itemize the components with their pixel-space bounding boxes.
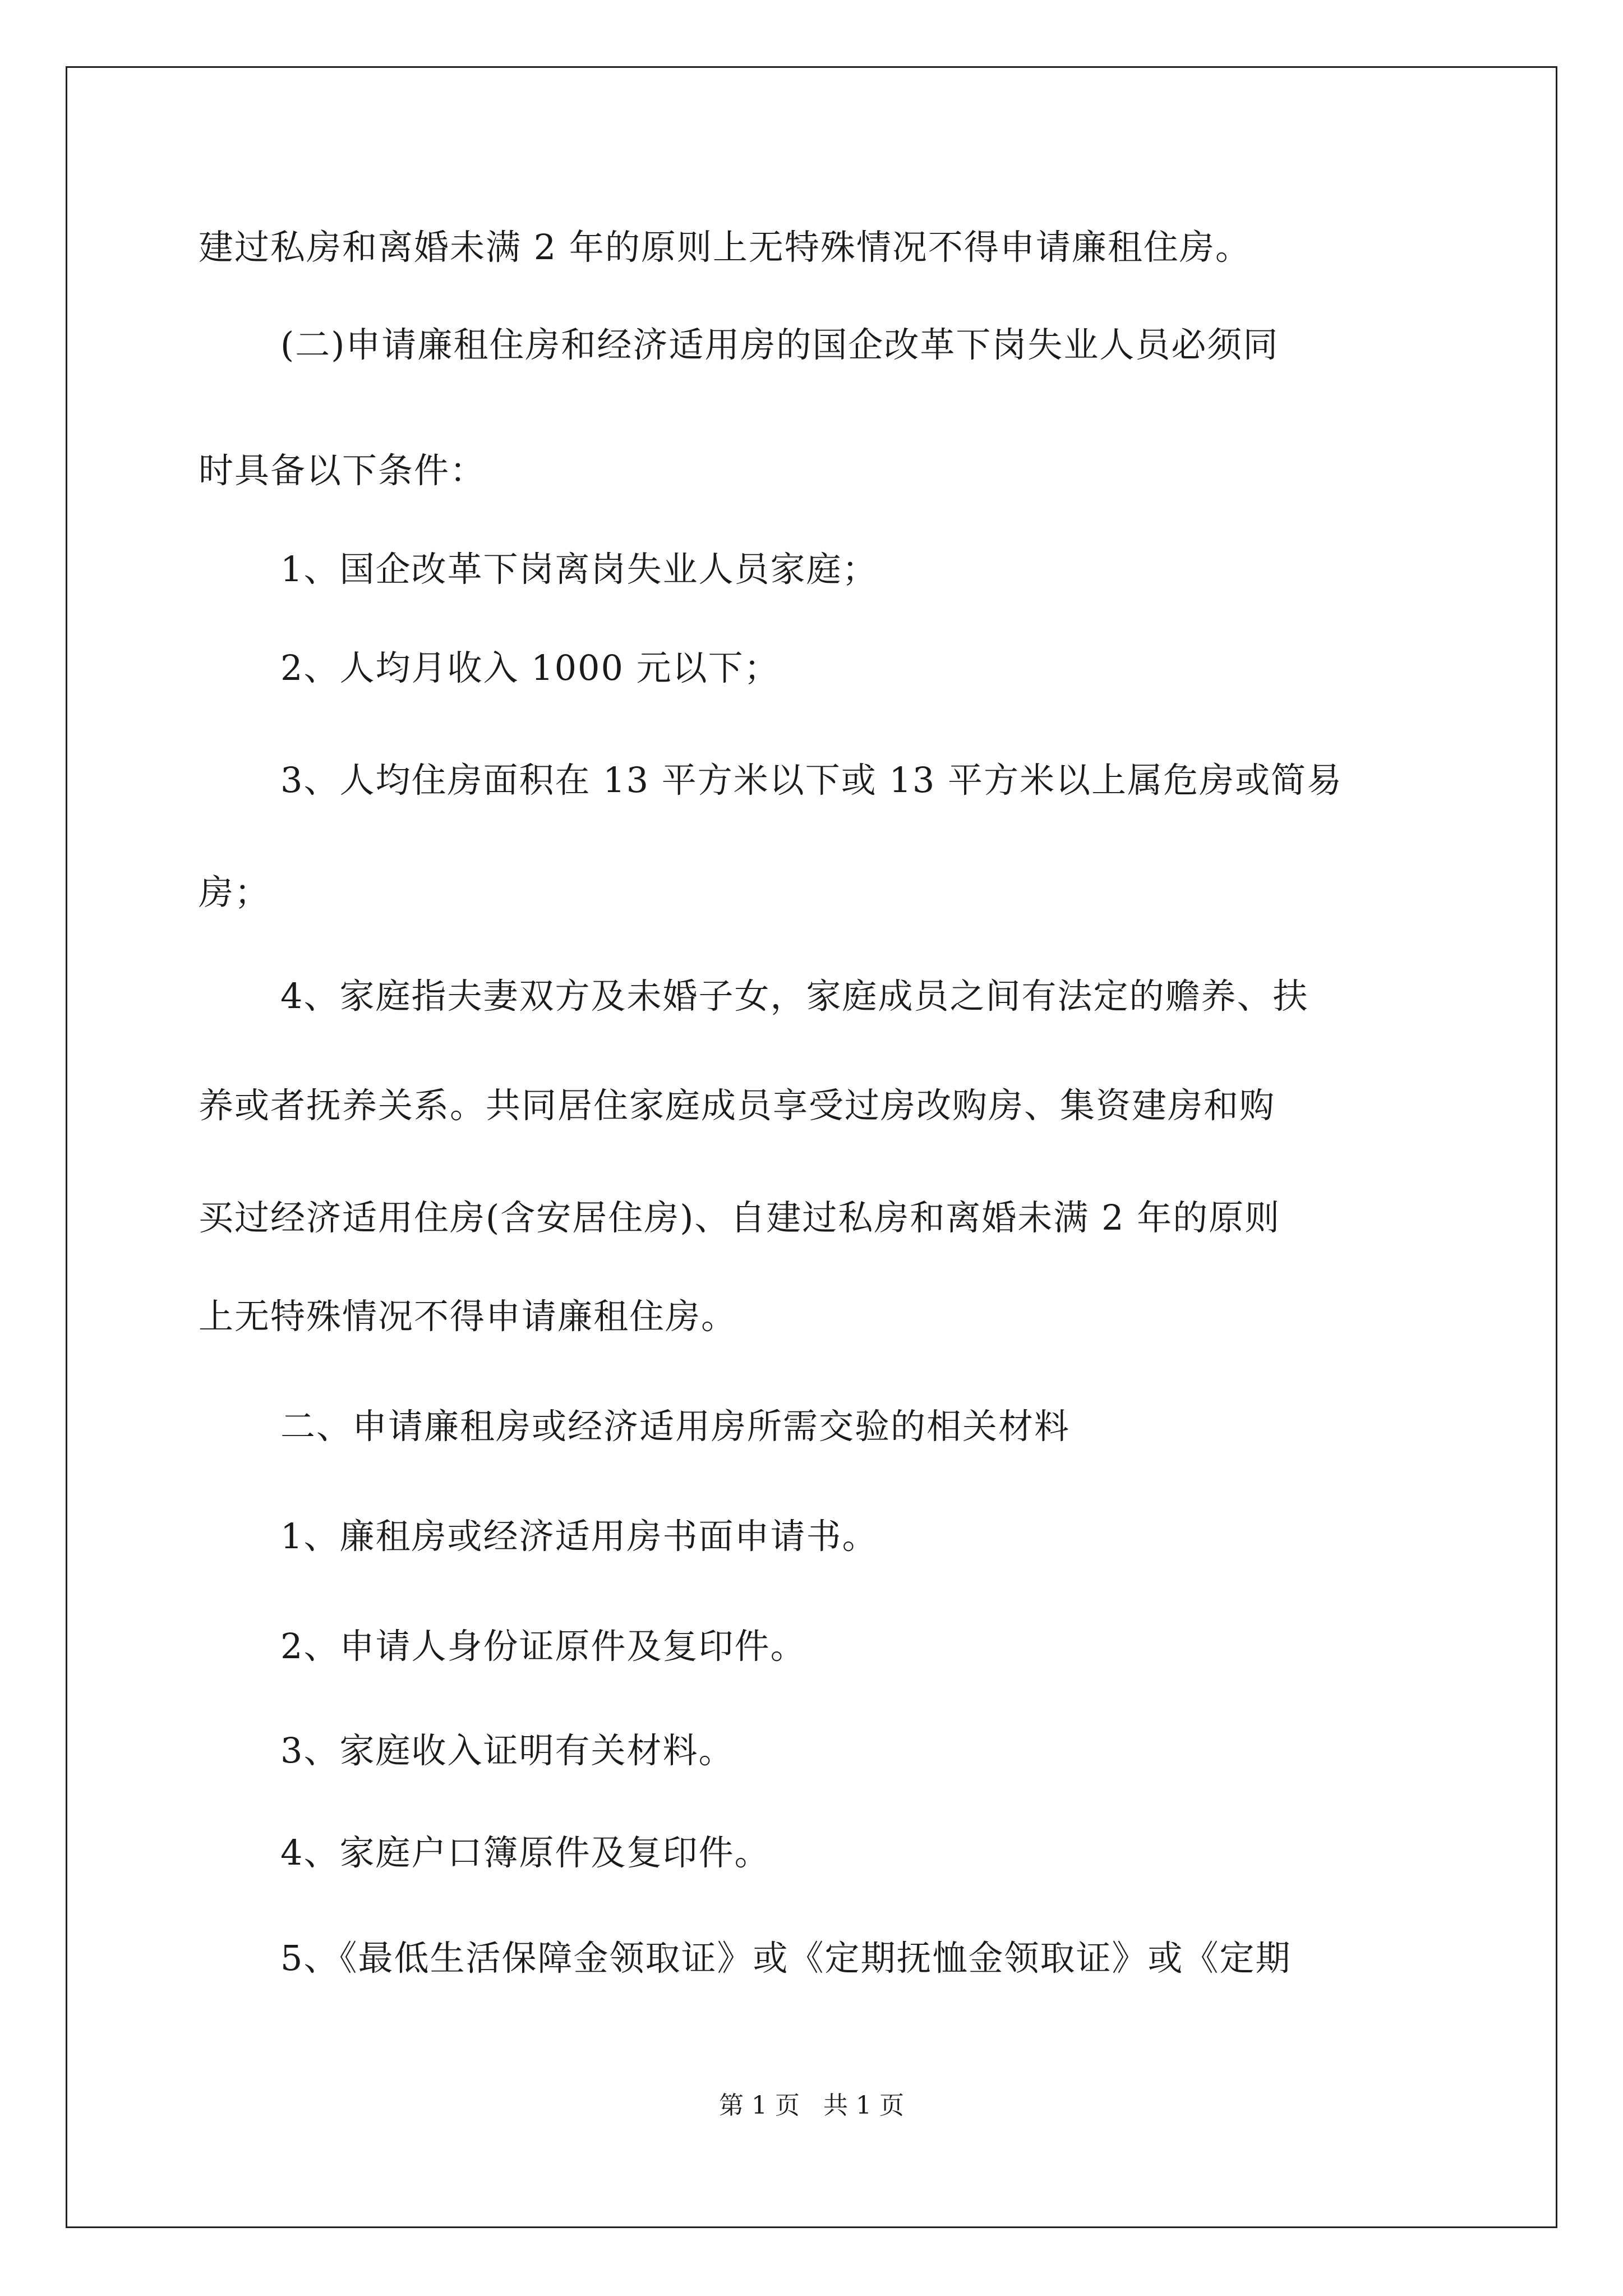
- paragraph-line: (二)申请廉租住房和经济适用房的国企改革下岗失业人员必须同: [280, 324, 1279, 365]
- paragraph-line: 3、家庭收入证明有关材料。: [280, 1730, 735, 1771]
- paragraph-line: 2、人均月收入 1000 元以下；: [280, 647, 780, 688]
- paragraph-line: 房；: [199, 872, 271, 913]
- paragraph-line: 3、人均住房面积在 13 平方米以下或 13 平方米以上属危房或简易: [280, 760, 1343, 800]
- paragraph-line: 1、廉租房或经济适用房书面申请书。: [280, 1516, 878, 1557]
- paragraph-line: 建过私房和离婚未满 2 年的原则上无特殊情况不得申请廉租住房。: [199, 227, 1251, 268]
- paragraph-line: 上无特殊情况不得申请廉租住房。: [199, 1296, 737, 1337]
- paragraph-line: 时具备以下条件：: [199, 450, 486, 491]
- paragraph-line: 5、《最低生活保障金领取证》或《定期抚恤金领取证》或《定期: [280, 1938, 1292, 1978]
- page-number-footer: 第 1 页 共 1 页: [719, 2091, 904, 2120]
- paragraph-line: 1、国企改革下岗离岗失业人员家庭；: [280, 549, 878, 590]
- paragraph-line: 买过经济适用住房(含安居住房)、自建过私房和离婚未满 2 年的原则: [199, 1197, 1281, 1238]
- paragraph-line: 4、家庭指夫妻双方及未婚子女，家庭成员之间有法定的赡养、扶: [280, 976, 1309, 1016]
- paragraph-line: 养或者抚养关系。共同居住家庭成员享受过房改购房、集资建房和购: [199, 1085, 1276, 1126]
- section-heading: 二、申请廉租房或经济适用房所需交验的相关材料: [280, 1406, 1071, 1447]
- page-border: [66, 66, 1557, 2228]
- paragraph-line: 4、家庭户口簿原件及复印件。: [280, 1832, 771, 1873]
- paragraph-line: 2、申请人身份证原件及复印件。: [280, 1626, 806, 1667]
